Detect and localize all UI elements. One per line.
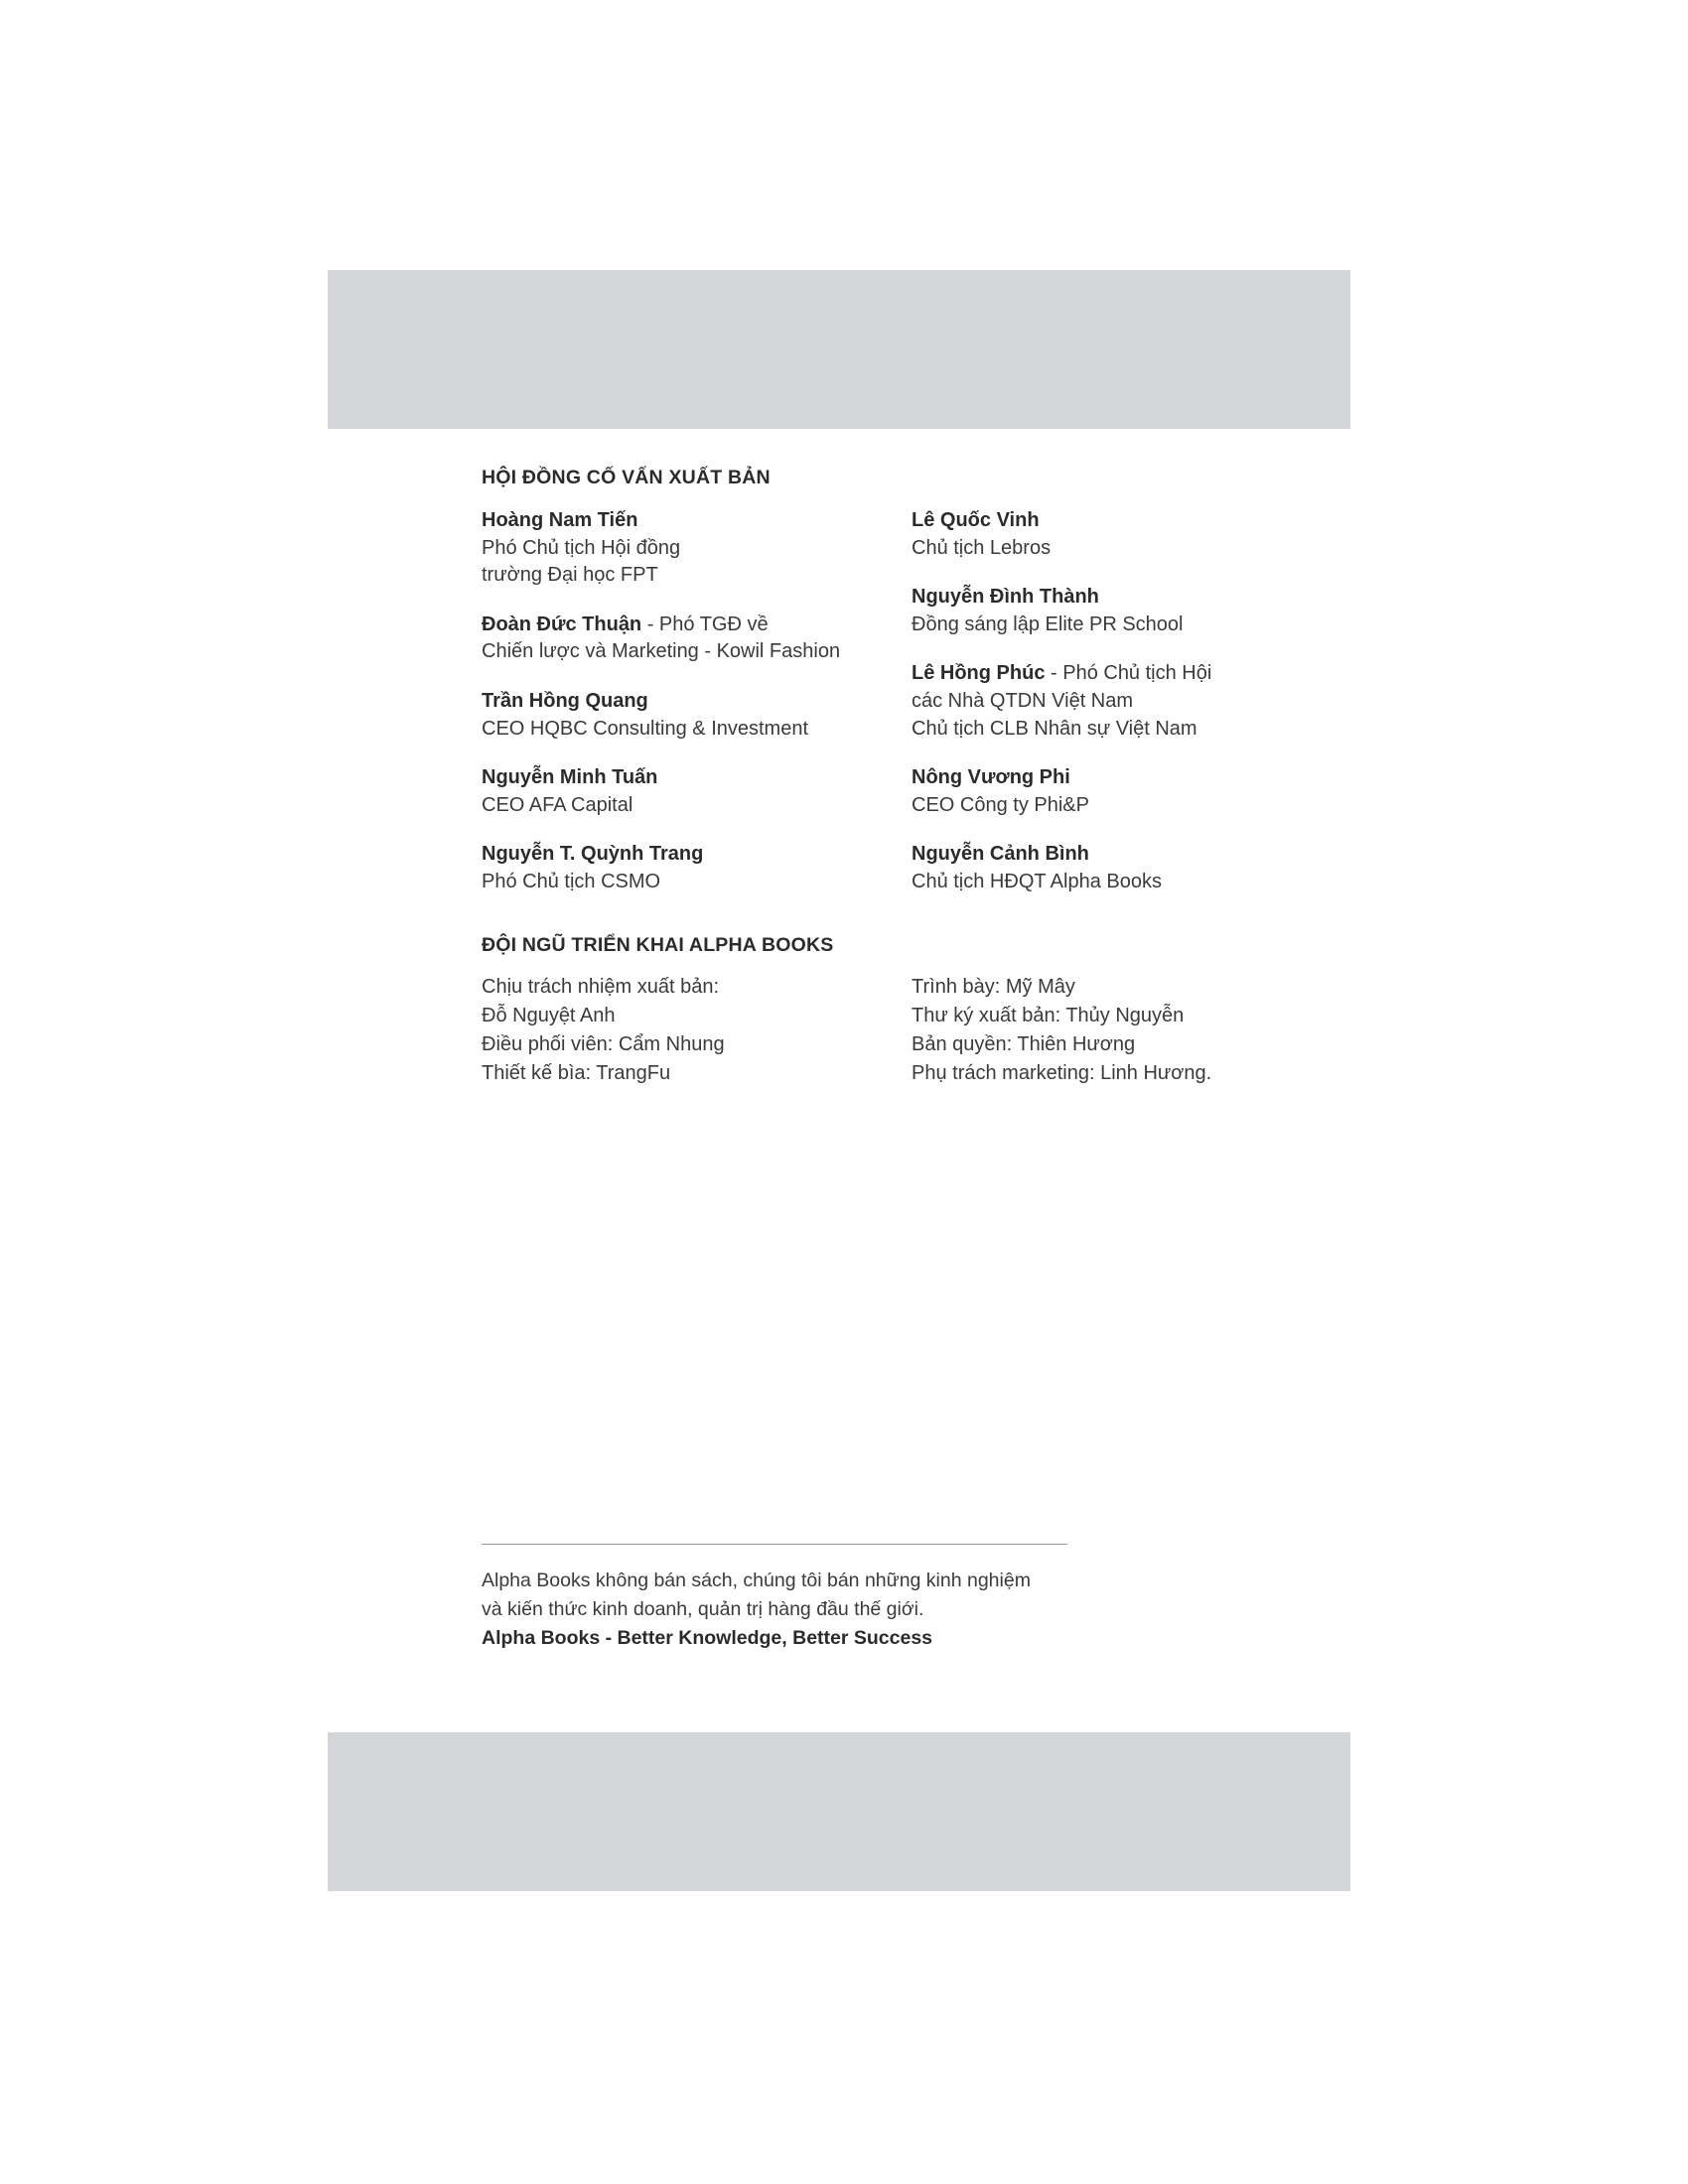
footer-block [482,1544,1067,1650]
advisor-role-line: Chủ tịch Lebros [912,536,1052,559]
advisor-entry [482,612,904,666]
advisor-role-line: Chủ tịch HĐQT Alpha Books [912,870,1162,892]
advisor-entry [912,660,1326,743]
advisor-entry [482,507,904,590]
advisor-role-line: Chủ tịch CLB Nhân sự Việt Nam [912,717,1197,740]
advisor-role-line: Phó Chủ tịch CSMO [482,870,661,892]
team-line: Điều phối viên: Cẩm Nhung [482,1032,725,1055]
footer-line-1: Alpha Books không bán sách, chúng tôi bán những kinh nghiệm [482,1570,1031,1591]
advisor-entry [912,507,1326,562]
advisor-entry [482,688,904,743]
team-columns [482,973,1326,1088]
advisor-name: Lê Hồng Phúc [912,662,1046,685]
advisor-entry [912,584,1326,638]
team-line: Đỗ Nguyệt Anh [482,1004,616,1026]
team-left-column [482,973,904,1088]
advisor-name: Nông Vương Phi [912,766,1070,789]
decorative-band-top [328,270,1350,429]
team-line: Thiết kế bìa: TrangFu [482,1061,671,1084]
team-line: Chịu trách nhiệm xuất bản: [482,975,720,998]
advisor-entry [482,841,904,895]
advisory-board-columns [482,507,1326,896]
advisor-entry [482,764,904,819]
advisor-name: Trần Hồng Quang [482,689,648,712]
advisor-inline-role: - Phó Chủ tịch Hội [1045,662,1212,685]
advisor-name: Nguyễn T. Quỳnh Trang [482,843,704,866]
advisor-entry [912,841,1326,895]
advisor-role-line: CEO AFA Capital [482,793,633,816]
team-line: Thư ký xuất bản: Thủy Nguyễn [912,1004,1185,1026]
advisor-role-line: Chiến lược và Marketing - Kowil Fashion [482,640,841,663]
advisor-role-line: CEO Công ty Phi&P [912,793,1089,816]
advisor-name: Nguyễn Minh Tuấn [482,766,658,789]
advisor-role-line: Đồng sáng lập Elite PR School [912,613,1184,635]
advisor-name: Nguyễn Đình Thành [912,586,1099,609]
advisory-board-right-column [904,507,1326,896]
footer-slogan: Alpha Books - Better Knowledge, Better Success [482,1626,933,1649]
footer-divider [482,1544,1067,1545]
team-line: Bản quyền: Thiên Hương [912,1032,1136,1055]
team-title: ĐỘI NGŨ TRIỂN KHAI ALPHA BOOKS [482,933,834,956]
advisor-role-line: Phó Chủ tịch Hội đồng [482,536,681,559]
decorative-band-bottom [328,1732,1350,1891]
advisor-name: Lê Quốc Vinh [912,509,1040,531]
footer-line-2: và kiến thức kinh doanh, quản trị hàng đầu thế giới. [482,1598,924,1621]
team-line: Phụ trách marketing: Linh Hương. [912,1061,1212,1084]
advisor-role-line: các Nhà QTDN Việt Nam [912,689,1134,712]
colophon-content [482,467,1326,1088]
advisor-name: Hoàng Nam Tiến [482,509,638,531]
team-line: Trình bày: Mỹ Mây [912,975,1075,998]
advisor-role-line: CEO HQBC Consulting & Investment [482,717,809,740]
advisory-board-title: HỘI ĐỒNG CỐ VẤN XUẤT BẢN [482,467,771,488]
advisor-name: Đoàn Đức Thuận [482,613,642,635]
advisor-name: Nguyễn Cảnh Bình [912,843,1089,866]
advisor-entry [912,764,1326,819]
team-right-column [904,973,1326,1088]
advisor-inline-role: - Phó TGĐ về [641,613,769,635]
advisor-role-line: trường Đại học FPT [482,564,658,587]
advisory-board-left-column [482,507,904,896]
